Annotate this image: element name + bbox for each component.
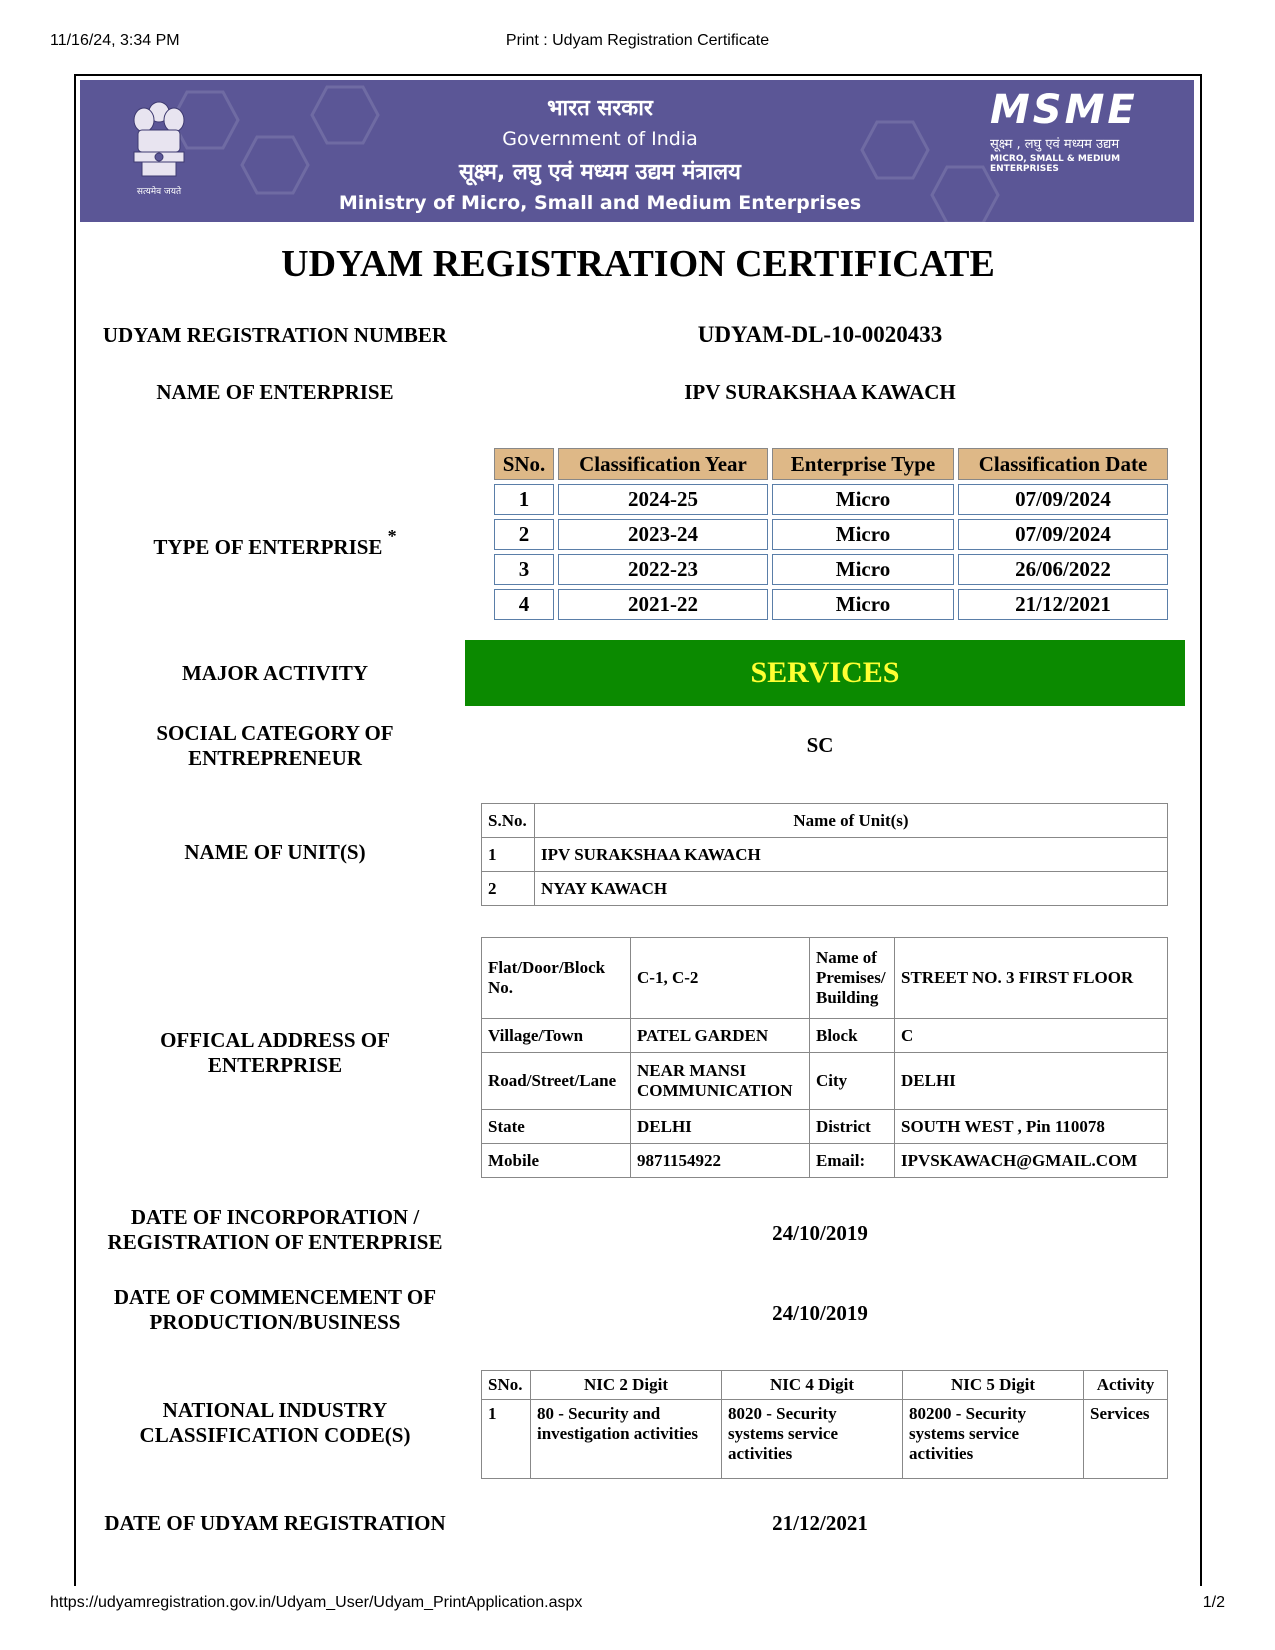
address-email-value: IPVSKAWACH@GMAIL.COM (895, 1144, 1168, 1178)
nic-header-row (482, 1371, 1168, 1400)
units-col-sno: S.No. (482, 804, 535, 838)
incorporation-label (90, 1205, 460, 1255)
address-block-label: Block (810, 1019, 895, 1053)
nic-col-sno: SNo. (482, 1371, 531, 1400)
banner-government-of-india: Government of India (502, 128, 698, 150)
address-label-line2: ENTERPRISE (207, 1053, 343, 1077)
banner-hindi-ministry: सूक्ष्म, लघु एवं मध्यम उद्यम मंत्रालय (459, 160, 741, 185)
address-premises-label: Name of Premises/ Building (810, 938, 895, 1019)
address-label (90, 1028, 460, 1078)
table-row (482, 1110, 1168, 1144)
address-city-value: DELHI (895, 1053, 1168, 1110)
units-col-name: Name of Unit(s) (535, 804, 1168, 838)
print-datetime: 11/16/24, 3:34 PM (50, 32, 180, 49)
table-row (494, 519, 1168, 550)
national-emblem-icon (124, 94, 194, 204)
table-cell: 2022-23 (558, 554, 768, 585)
address-flat-label: Flat/Door/Block No. (482, 938, 631, 1019)
table-cell: 8020 - Security systems service activities (722, 1400, 903, 1479)
table-cell: Micro (772, 589, 954, 620)
address-village-label: Village/Town (482, 1019, 631, 1053)
msme-logo (990, 87, 1170, 174)
units-label: NAME OF UNIT(S) (184, 840, 366, 864)
social-category-value: SC (806, 733, 834, 757)
classification-col-sno: SNo. (494, 448, 554, 480)
classification-col-year: Classification Year (558, 448, 768, 480)
table-row (482, 1053, 1168, 1110)
table-cell: 2021-22 (558, 589, 768, 620)
enterprise-type-label-text: TYPE OF ENTERPRISE (153, 535, 383, 559)
table-cell: 1 (482, 1400, 531, 1479)
address-label-line1: OFFICAL ADDRESS OF (160, 1028, 390, 1052)
address-district-label: District (810, 1110, 895, 1144)
table-row (482, 838, 1168, 872)
table-cell: 1 (494, 484, 554, 515)
commencement-label-line1: DATE OF COMMENCEMENT OF (113, 1285, 437, 1309)
nic-label-line1: NATIONAL INDUSTRY (162, 1398, 388, 1422)
commencement-label (90, 1285, 460, 1335)
major-activity-label: MAJOR ACTIVITY (181, 661, 369, 685)
classification-col-date: Classification Date (958, 448, 1168, 480)
address-table (481, 937, 1168, 1178)
table-cell: NYAY KAWACH (535, 872, 1168, 906)
nic-col-activity: Activity (1084, 1371, 1168, 1400)
nic-col-2digit: NIC 2 Digit (531, 1371, 722, 1400)
address-state-value: DELHI (631, 1110, 810, 1144)
reg-number-label: UDYAM REGISTRATION NUMBER (102, 323, 448, 347)
address-road-label: Road/Street/Lane (482, 1053, 631, 1110)
table-cell: 4 (494, 589, 554, 620)
table-cell: IPV SURAKSHAA KAWACH (535, 838, 1168, 872)
udyam-date-label: DATE OF UDYAM REGISTRATION (104, 1511, 446, 1535)
units-header-row (482, 804, 1168, 838)
udyam-date-value: 21/12/2021 (772, 1511, 868, 1535)
nic-col-4digit: NIC 4 Digit (722, 1371, 903, 1400)
emblem-motto: सत्यमेव जयते (136, 187, 182, 197)
classification-table (490, 444, 1172, 624)
table-row (482, 938, 1168, 1019)
banner-ministry-name: Ministry of Micro, Small and Medium Enterprises (338, 192, 862, 214)
print-url[interactable]: https://udyamregistration.gov.in/Udyam_User/Udyam_PrintApplication.aspx (50, 1594, 583, 1611)
table-cell: 26/06/2022 (958, 554, 1168, 585)
address-mobile-label: Mobile (482, 1144, 631, 1178)
certificate-title: UDYAM REGISTRATION CERTIFICATE (281, 243, 995, 285)
reg-number-value: UDYAM-DL-10-0020433 (697, 322, 943, 347)
msme-logo-english: MICRO, SMALL & MEDIUM ENTERPRISES (990, 154, 1121, 174)
table-cell: 3 (494, 554, 554, 585)
table-cell: 07/09/2024 (958, 519, 1168, 550)
address-mobile-value: 9871154922 (631, 1144, 810, 1178)
ministry-banner (80, 80, 1194, 222)
table-cell: 1 (482, 838, 535, 872)
table-row (482, 872, 1168, 906)
table-cell: 07/09/2024 (958, 484, 1168, 515)
classification-col-type: Enterprise Type (772, 448, 954, 480)
table-cell: 80 - Security and investigation activities (531, 1400, 722, 1479)
nic-table (481, 1370, 1168, 1479)
enterprise-name-label: NAME OF ENTERPRISE (156, 380, 394, 404)
address-district-value: SOUTH WEST , Pin 110078 (895, 1110, 1168, 1144)
enterprise-type-marker: * (387, 526, 397, 546)
commencement-date-value: 24/10/2019 (772, 1301, 868, 1325)
commencement-label-line2: PRODUCTION/BUSINESS (149, 1310, 401, 1334)
address-state-label: State (482, 1110, 631, 1144)
table-cell: Micro (772, 484, 954, 515)
table-row (482, 1144, 1168, 1178)
table-cell: Micro (772, 519, 954, 550)
enterprise-name-value: IPV SURAKSHAA KAWACH (684, 380, 956, 404)
table-cell: 80200 - Security systems service activities (903, 1400, 1084, 1479)
nic-label (90, 1398, 460, 1448)
social-category-label-line1: SOCIAL CATEGORY OF (156, 721, 394, 745)
incorporation-label-line1: DATE OF INCORPORATION / (130, 1205, 420, 1229)
table-cell: 21/12/2021 (958, 589, 1168, 620)
address-road-value: NEAR MANSI COMMUNICATION (631, 1053, 810, 1110)
table-row (482, 1019, 1168, 1053)
address-email-label: Email: (810, 1144, 895, 1178)
social-category-label-line2: ENTREPRENEUR (188, 746, 362, 770)
print-page-title: Print : Udyam Registration Certificate (505, 32, 770, 49)
nic-col-5digit: NIC 5 Digit (903, 1371, 1084, 1400)
units-table (481, 803, 1168, 906)
table-cell: 2 (494, 519, 554, 550)
major-activity-value: SERVICES (465, 640, 1185, 706)
address-block-value: C (895, 1019, 1168, 1053)
table-cell: 2024-25 (558, 484, 768, 515)
print-page-number: 1/2 (1202, 1594, 1225, 1611)
table-cell: Micro (772, 554, 954, 585)
banner-hindi-government: भारत सरकार (547, 96, 653, 121)
table-cell: Services (1084, 1400, 1168, 1479)
incorporation-label-line2: REGISTRATION OF ENTERPRISE (107, 1230, 443, 1254)
address-flat-value: C-1, C-2 (631, 938, 810, 1019)
table-row (494, 589, 1168, 620)
social-category-label (90, 721, 460, 771)
table-cell: 2 (482, 872, 535, 906)
table-cell: 2023-24 (558, 519, 768, 550)
msme-logo-text: MSME (990, 87, 1138, 133)
incorporation-date-value: 24/10/2019 (772, 1221, 868, 1245)
print-header (50, 32, 1225, 54)
address-village-value: PATEL GARDEN (631, 1019, 810, 1053)
table-row (494, 554, 1168, 585)
nic-label-line2: CLASSIFICATION CODE(S) (139, 1423, 411, 1447)
print-footer (50, 1594, 1225, 1616)
msme-logo-hindi: सूक्ष्म , लघु एवं मध्यम उद्यम (990, 137, 1120, 152)
address-city-label: City (810, 1053, 895, 1110)
address-premises-value: STREET NO. 3 FIRST FLOOR (895, 938, 1168, 1019)
table-row (494, 484, 1168, 515)
classification-header-row (494, 448, 1168, 480)
enterprise-type-label (90, 528, 460, 560)
table-row (482, 1400, 1168, 1479)
